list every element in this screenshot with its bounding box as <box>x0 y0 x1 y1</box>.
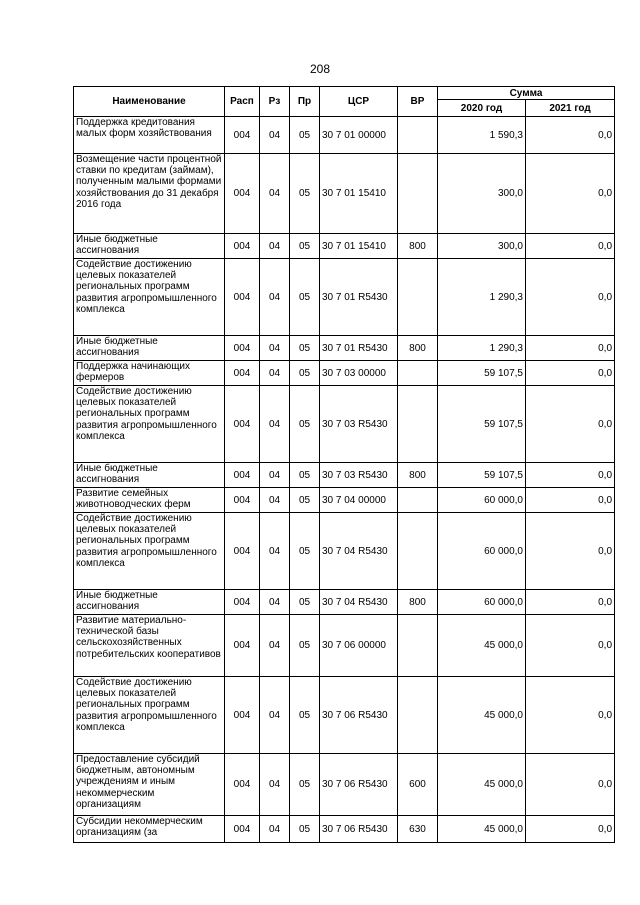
row-csr: 30 7 04 R5430 <box>320 590 398 615</box>
header-year-2020: 2020 год <box>438 100 526 117</box>
row-amount-2020: 1 590,3 <box>438 117 526 154</box>
header-vr: ВР <box>398 87 438 117</box>
row-vr: 800 <box>398 463 438 488</box>
row-vr: 600 <box>398 754 438 816</box>
row-name: Содействие достижению целевых показателей региональных программ развития агропромышленного комплекса <box>74 259 225 336</box>
row-amount-2021: 0,0 <box>526 386 615 463</box>
row-csr: 30 7 06 R5430 <box>320 677 398 754</box>
row-rasp: 004 <box>225 816 260 843</box>
row-name: Поддержка кредитования малых форм хозяйствования <box>74 117 225 154</box>
row-rz: 04 <box>260 361 290 386</box>
row-rasp: 004 <box>225 117 260 154</box>
row-csr: 30 7 03 R5430 <box>320 463 398 488</box>
header-pr: Пр <box>290 87 320 117</box>
row-rz: 04 <box>260 677 290 754</box>
row-rz: 04 <box>260 336 290 361</box>
row-pr: 05 <box>290 816 320 843</box>
header-csr: ЦСР <box>320 87 398 117</box>
row-amount-2021: 0,0 <box>526 336 615 361</box>
row-csr: 30 7 06 R5430 <box>320 816 398 843</box>
row-vr <box>398 154 438 234</box>
row-rz: 04 <box>260 615 290 677</box>
row-csr: 30 7 01 15410 <box>320 234 398 259</box>
row-amount-2020: 45 000,0 <box>438 816 526 843</box>
row-pr: 05 <box>290 488 320 513</box>
row-amount-2021: 0,0 <box>526 154 615 234</box>
table-row <box>74 615 615 677</box>
row-vr: 800 <box>398 590 438 615</box>
row-name: Содействие достижению целевых показателей региональных программ развития агропромышленного комплекса <box>74 386 225 463</box>
table-row <box>74 117 615 154</box>
row-amount-2021: 0,0 <box>526 754 615 816</box>
budget-table <box>73 86 615 843</box>
row-amount-2020: 60 000,0 <box>438 513 526 590</box>
row-vr: 630 <box>398 816 438 843</box>
row-vr <box>398 259 438 336</box>
row-vr <box>398 615 438 677</box>
row-rz: 04 <box>260 488 290 513</box>
row-amount-2021: 0,0 <box>526 677 615 754</box>
row-name: Развитие семейных животноводческих ферм <box>74 488 225 513</box>
row-rz: 04 <box>260 234 290 259</box>
row-csr: 30 7 03 00000 <box>320 361 398 386</box>
row-rz: 04 <box>260 513 290 590</box>
row-amount-2020: 59 107,5 <box>438 463 526 488</box>
row-pr: 05 <box>290 361 320 386</box>
row-amount-2020: 59 107,5 <box>438 386 526 463</box>
row-pr: 05 <box>290 513 320 590</box>
row-amount-2020: 60 000,0 <box>438 488 526 513</box>
row-amount-2021: 0,0 <box>526 259 615 336</box>
row-rz: 04 <box>260 154 290 234</box>
row-pr: 05 <box>290 154 320 234</box>
row-name: Иные бюджетные ассигнования <box>74 336 225 361</box>
row-csr: 30 7 04 R5430 <box>320 513 398 590</box>
row-csr: 30 7 01 15410 <box>320 154 398 234</box>
row-csr: 30 7 03 R5430 <box>320 386 398 463</box>
header-sum: Сумма <box>438 87 615 100</box>
budget-table-body <box>74 117 615 843</box>
row-amount-2020: 60 000,0 <box>438 590 526 615</box>
row-pr: 05 <box>290 677 320 754</box>
header-name: Наименование <box>74 87 225 117</box>
row-vr: 800 <box>398 234 438 259</box>
row-csr: 30 7 06 R5430 <box>320 754 398 816</box>
row-rasp: 004 <box>225 361 260 386</box>
row-rasp: 004 <box>225 154 260 234</box>
row-pr: 05 <box>290 590 320 615</box>
row-rz: 04 <box>260 117 290 154</box>
row-csr: 30 7 01 00000 <box>320 117 398 154</box>
row-vr <box>398 117 438 154</box>
row-name: Развитие материально-технической базы сельскохозяйственных потребительских кооперативов <box>74 615 225 677</box>
table-row <box>74 488 615 513</box>
row-rasp: 004 <box>225 386 260 463</box>
row-name: Содействие достижению целевых показателей региональных программ развития агропромышленного комплекса <box>74 513 225 590</box>
header-rz: Рз <box>260 87 290 117</box>
row-amount-2020: 45 000,0 <box>438 754 526 816</box>
row-rz: 04 <box>260 590 290 615</box>
row-pr: 05 <box>290 234 320 259</box>
row-rasp: 004 <box>225 463 260 488</box>
row-amount-2020: 300,0 <box>438 234 526 259</box>
row-name: Поддержка начинающих фермеров <box>74 361 225 386</box>
header-year-2021: 2021 год <box>526 100 615 117</box>
row-rasp: 004 <box>225 336 260 361</box>
row-amount-2021: 0,0 <box>526 513 615 590</box>
row-vr <box>398 361 438 386</box>
row-amount-2021: 0,0 <box>526 590 615 615</box>
row-pr: 05 <box>290 259 320 336</box>
row-rz: 04 <box>260 386 290 463</box>
row-amount-2020: 45 000,0 <box>438 677 526 754</box>
row-rz: 04 <box>260 463 290 488</box>
row-rasp: 004 <box>225 590 260 615</box>
row-amount-2021: 0,0 <box>526 117 615 154</box>
row-csr: 30 7 06 00000 <box>320 615 398 677</box>
row-name: Содействие достижению целевых показателей региональных программ развития агропромышленного комплекса <box>74 677 225 754</box>
table-row <box>74 513 615 590</box>
row-vr <box>398 677 438 754</box>
row-amount-2020: 45 000,0 <box>438 615 526 677</box>
row-amount-2021: 0,0 <box>526 234 615 259</box>
row-vr <box>398 386 438 463</box>
row-rasp: 004 <box>225 259 260 336</box>
row-name: Субсидии некоммерческим организациям (за <box>74 816 225 843</box>
row-amount-2020: 1 290,3 <box>438 259 526 336</box>
table-row <box>74 361 615 386</box>
row-rasp: 004 <box>225 513 260 590</box>
row-csr: 30 7 01 R5430 <box>320 336 398 361</box>
row-name: Иные бюджетные ассигнования <box>74 463 225 488</box>
page-number: 208 <box>309 62 331 76</box>
row-pr: 05 <box>290 386 320 463</box>
row-csr: 30 7 01 R5430 <box>320 259 398 336</box>
row-name: Иные бюджетные ассигнования <box>74 234 225 259</box>
row-rasp: 004 <box>225 677 260 754</box>
row-amount-2021: 0,0 <box>526 816 615 843</box>
row-vr: 800 <box>398 336 438 361</box>
row-rz: 04 <box>260 816 290 843</box>
row-csr: 30 7 04 00000 <box>320 488 398 513</box>
row-pr: 05 <box>290 117 320 154</box>
row-name: Иные бюджетные ассигнования <box>74 590 225 615</box>
row-name: Возмещение части процентной ставки по кредитам (займам), полученным малыми формами хозяйствования до 31 декабря 2016 года <box>74 154 225 234</box>
table-row <box>74 677 615 754</box>
row-rasp: 004 <box>225 488 260 513</box>
row-amount-2020: 59 107,5 <box>438 361 526 386</box>
row-pr: 05 <box>290 463 320 488</box>
row-amount-2021: 0,0 <box>526 361 615 386</box>
row-rz: 04 <box>260 754 290 816</box>
table-row <box>74 234 615 259</box>
table-row <box>74 386 615 463</box>
row-amount-2021: 0,0 <box>526 488 615 513</box>
row-rasp: 004 <box>225 234 260 259</box>
row-amount-2021: 0,0 <box>526 463 615 488</box>
header-rasp: Расп <box>225 87 260 117</box>
row-pr: 05 <box>290 754 320 816</box>
table-row <box>74 590 615 615</box>
table-row <box>74 463 615 488</box>
row-amount-2020: 300,0 <box>438 154 526 234</box>
row-pr: 05 <box>290 615 320 677</box>
row-name: Предоставление субсидий бюджетным, автономным учреждениям и иным некоммерческим организациям <box>74 754 225 816</box>
table-row <box>74 154 615 234</box>
table-row <box>74 754 615 816</box>
row-pr: 05 <box>290 336 320 361</box>
row-rasp: 004 <box>225 754 260 816</box>
row-vr <box>398 513 438 590</box>
row-rz: 04 <box>260 259 290 336</box>
row-amount-2020: 1 290,3 <box>438 336 526 361</box>
row-amount-2021: 0,0 <box>526 615 615 677</box>
table-row <box>74 816 615 843</box>
row-vr <box>398 488 438 513</box>
table-row <box>74 259 615 336</box>
table-row <box>74 336 615 361</box>
row-rasp: 004 <box>225 615 260 677</box>
